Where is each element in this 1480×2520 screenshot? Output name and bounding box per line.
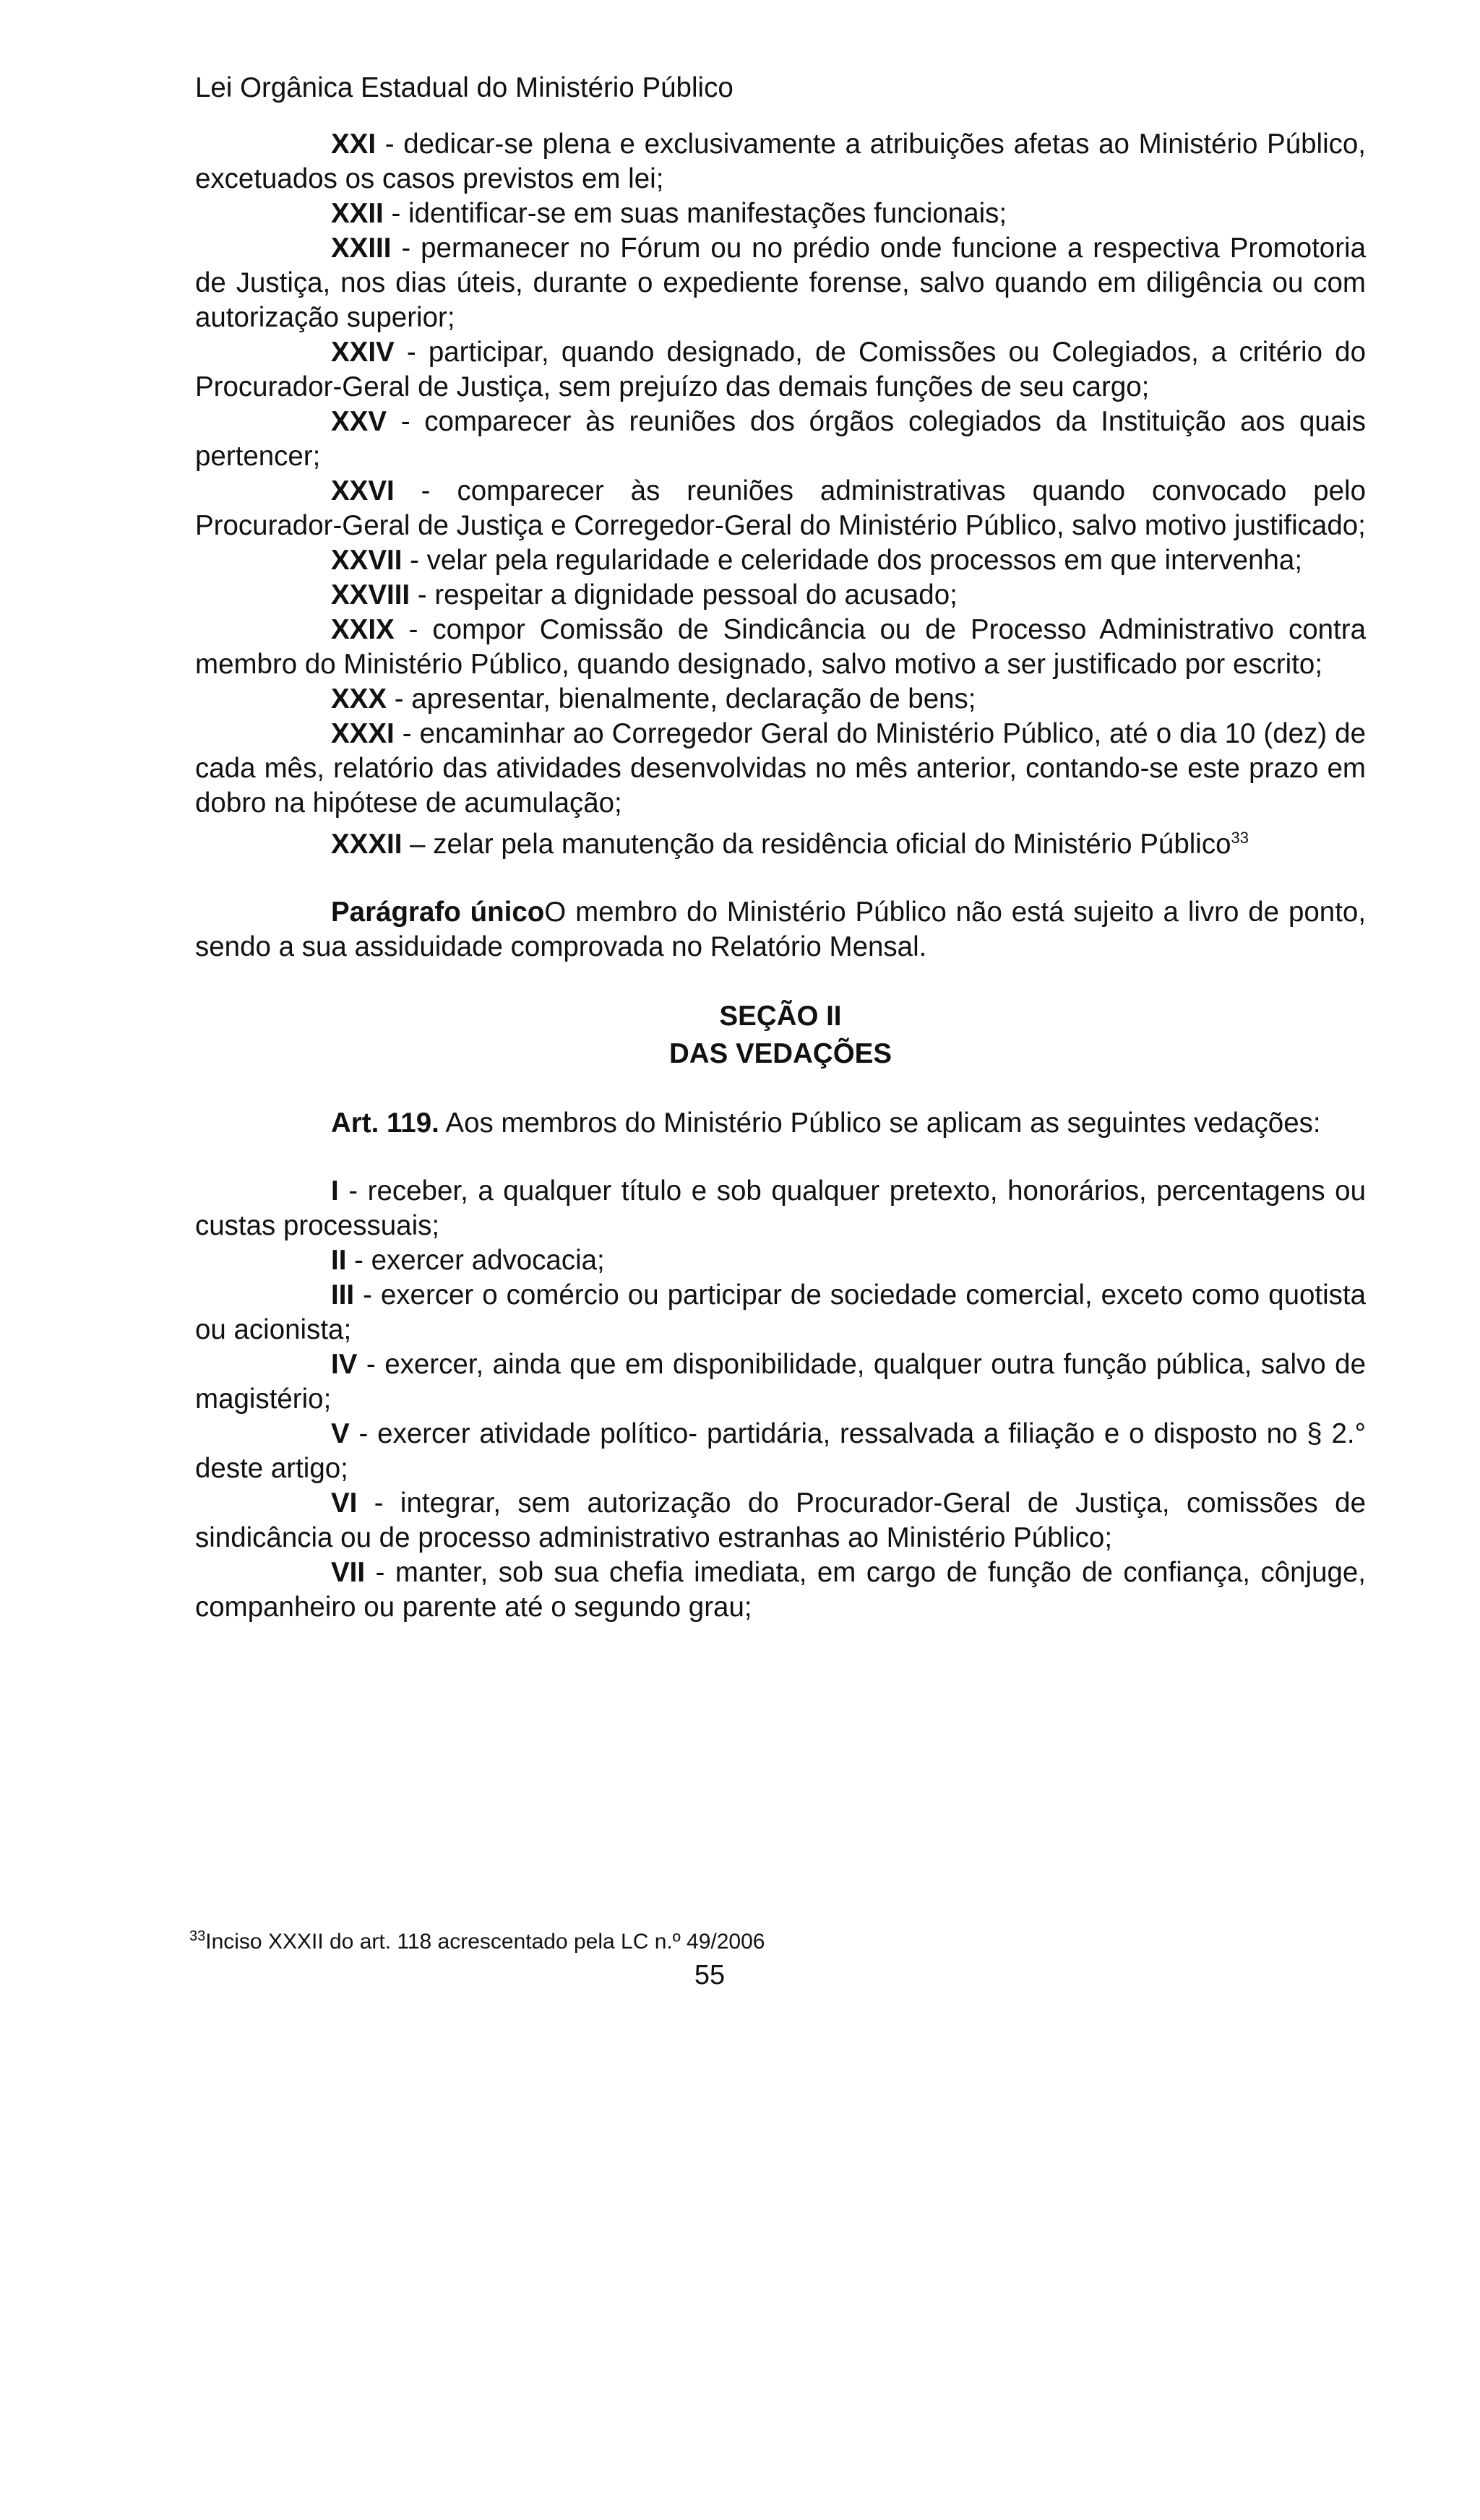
- running-header: Lei Orgânica Estadual do Ministério Público: [195, 72, 733, 103]
- inciso-text: - compor Comissão de Sindicância ou de Processo Administrativo contra membro do Ministério Público, quando designado, salvo motivo a ser justificado por escrito;: [195, 614, 1366, 680]
- inciso-item: [195, 405, 1366, 474]
- inciso-item: [195, 127, 1366, 197]
- inciso-text: - apresentar, bienalmente, declaração de bens;: [387, 683, 976, 715]
- vedacao-text: - receber, a qualquer título e sob qualquer pretexto, honorários, percentagens ou custas processuais;: [195, 1175, 1366, 1241]
- section-title: DAS VEDAÇÕES: [668, 1037, 892, 1069]
- inciso-number: XXIV: [331, 337, 395, 368]
- vedacao-number: IV: [331, 1348, 358, 1380]
- inciso-text: - comparecer às reuniões dos órgãos colegiados da Instituição aos quais pertencer;: [195, 406, 1366, 472]
- vedacao-text: - exercer, ainda que em disponibilidade, qualquer outra função pública, salvo de magistério;: [195, 1348, 1366, 1415]
- paragrafo-unico-label: Parágrafo único: [331, 896, 545, 928]
- inciso-item: [195, 613, 1366, 682]
- spacer: [195, 1141, 1366, 1174]
- vedacao-text: - exercer advocacia;: [346, 1244, 605, 1276]
- inciso-number: XXIII: [331, 233, 392, 264]
- vedacao-item: [195, 1278, 1366, 1347]
- inciso-item: [195, 543, 1366, 578]
- vedacao-item: [195, 1486, 1366, 1555]
- section-number: SEÇÃO II: [719, 1000, 842, 1032]
- inciso-number: XXIX: [331, 614, 395, 645]
- inciso-text: - comparecer às reuniões administrativas quando convocado pelo Procurador-Geral de Justiça e Corregedor-Geral do Ministério Público, salvo motivo justificado;: [195, 475, 1366, 541]
- vedacao-number: I: [331, 1175, 339, 1207]
- inciso-item: [195, 474, 1366, 543]
- footnote: [189, 1922, 1346, 1956]
- spacer: [195, 965, 1366, 998]
- inciso-item: [195, 717, 1366, 821]
- vedacao-item: [195, 1555, 1366, 1625]
- vedacao-number: III: [331, 1279, 355, 1311]
- vedacao-text: - manter, sob sua chefia imediata, em cargo de função de confiança, cônjuge, companheiro ou parente até o segundo grau;: [195, 1556, 1366, 1623]
- incisos-list: [195, 127, 1366, 862]
- inciso-number: XXVII: [331, 545, 403, 576]
- page-number: 55: [694, 1960, 726, 1990]
- inciso-item: [195, 821, 1366, 862]
- inciso-text: – zelar pela manutenção da residência oficial do Ministério Público: [402, 828, 1231, 860]
- vedacao-number: VII: [331, 1556, 366, 1588]
- article-intro: [195, 1106, 1366, 1141]
- inciso-text: - encaminhar ao Corregedor Geral do Ministério Público, até o dia 10 (dez) de cada mês, relatório das atividades desenvolvidas no mês anterior, contando-se este prazo em dobro na hipótese de acumulação;: [195, 718, 1366, 819]
- spacer: [195, 862, 1366, 895]
- vedacoes-list: [195, 1174, 1366, 1625]
- inciso-item: [195, 335, 1366, 405]
- vedacao-text: - integrar, sem autorização do Procurador-Geral de Justiça, comissões de sindicância ou de processo administrativo estranhas ao Ministério Público;: [195, 1487, 1366, 1553]
- inciso-number: XXV: [331, 406, 387, 437]
- article-label: Art. 119.: [331, 1107, 439, 1139]
- page-footer: [189, 1922, 1346, 1993]
- inciso-number: XXI: [331, 129, 377, 160]
- paragrafo-unico-text: O membro do Ministério Público não está sujeito a livro de ponto, sendo a sua assiduidade comprovada no Relatório Mensal.: [195, 896, 1367, 962]
- spacer: [195, 1073, 1366, 1106]
- vedacao-item: [195, 1347, 1366, 1417]
- inciso-number: XXII: [331, 198, 384, 229]
- footnote-text: Inciso XXXII do art. 118 acrescentado pela LC n.º 49/2006: [205, 1930, 765, 1954]
- vedacao-text: - exercer o comércio ou participar de sociedade comercial, exceto como quotista ou acionista;: [195, 1279, 1366, 1345]
- inciso-number: XXVIII: [331, 579, 410, 610]
- footnote-marker: 33: [189, 1928, 206, 1944]
- vedacao-item: [195, 1174, 1366, 1243]
- article-text: Aos membros do Ministério Público se aplicam as seguintes vedações:: [439, 1107, 1321, 1139]
- inciso-text: - respeitar a dignidade pessoal do acusado;: [410, 579, 958, 610]
- vedacao-number: VI: [331, 1487, 358, 1519]
- inciso-number: XXVI: [331, 475, 395, 506]
- inciso-item: [195, 197, 1366, 231]
- inciso-text: - velar pela regularidade e celeridade dos processos em que intervenha;: [402, 545, 1303, 576]
- inciso-number: XXXII: [331, 828, 403, 860]
- vedacao-item: [195, 1417, 1366, 1486]
- vedacao-text: - exercer atividade político- partidária, ressalvada a filiação e o disposto no § 2.° deste artigo;: [195, 1418, 1366, 1484]
- paragrafo-unico: [195, 895, 1366, 965]
- inciso-number: XXX: [331, 683, 387, 715]
- footnote-reference: 33: [1231, 829, 1249, 847]
- vedacao-item: [195, 1243, 1366, 1278]
- vedacao-number: II: [331, 1244, 347, 1276]
- inciso-number: XXXI: [331, 718, 395, 749]
- document-page: [195, 71, 1366, 1625]
- inciso-text: - participar, quando designado, de Comissões ou Colegiados, a critério do Procurador-Geral de Justiça, sem prejuízo das demais funções de seu cargo;: [195, 337, 1366, 402]
- inciso-text: - identificar-se em suas manifestações funcionais;: [383, 198, 1007, 229]
- inciso-item: [195, 578, 1366, 613]
- inciso-text: - permanecer no Fórum ou no prédio onde funcione a respectiva Promotoria de Justiça, nos dias úteis, durante o expediente forense, salvo quando em diligência ou com autorização superior;: [195, 233, 1366, 333]
- inciso-item: [195, 231, 1366, 335]
- inciso-item: [195, 682, 1366, 717]
- inciso-text: - dedicar-se plena e exclusivamente a atribuições afetas ao Ministério Público, excetuados os casos previstos em lei;: [195, 129, 1366, 194]
- vedacao-number: V: [331, 1418, 350, 1449]
